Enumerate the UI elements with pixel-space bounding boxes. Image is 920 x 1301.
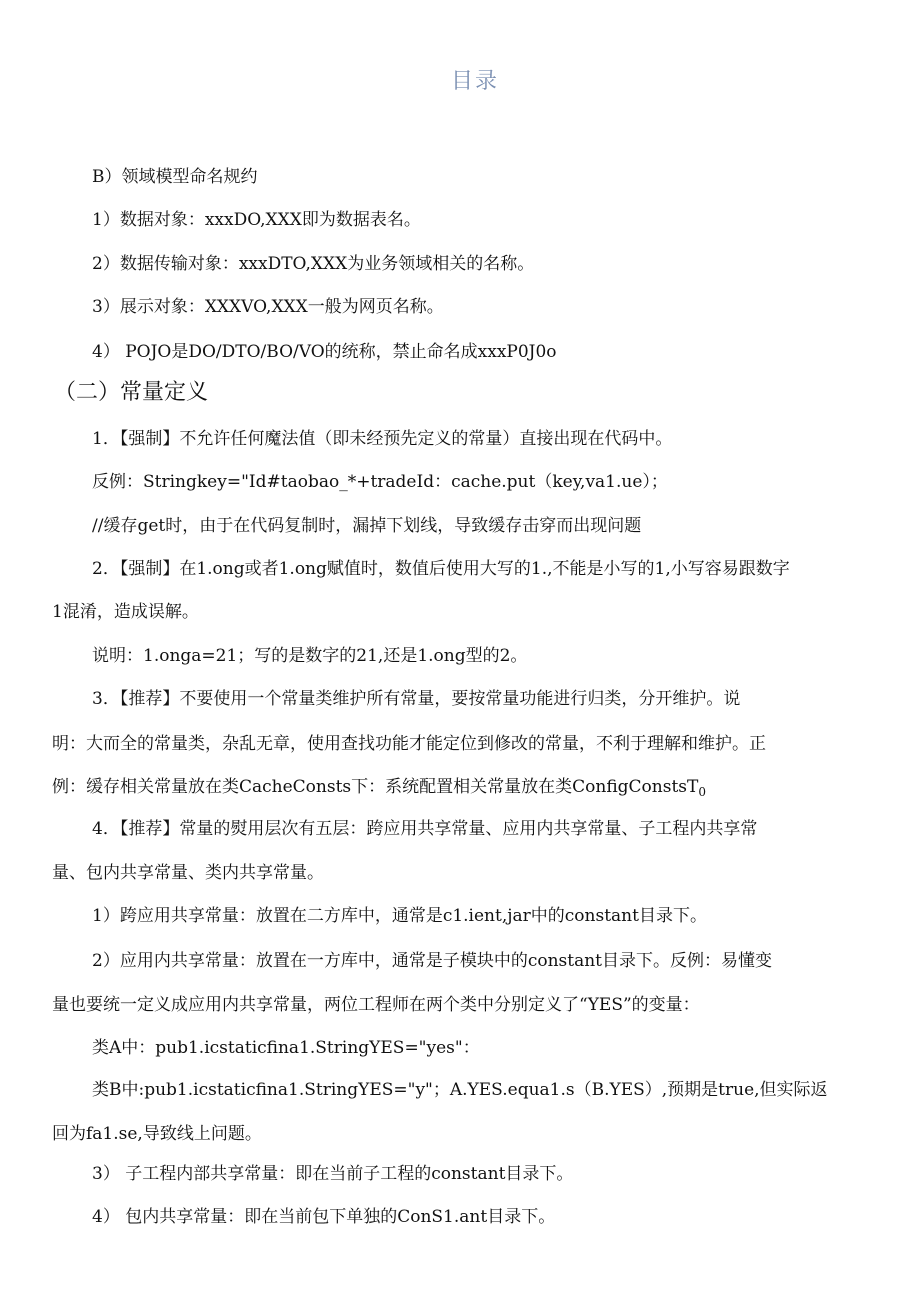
rule-4-class-b-example-line-2: 回为fa1.se,导致线上问题。 [52,1124,262,1144]
rule-2-text-line-1: 2．【强制】在1.ong或者1.ong赋值时，数值后使用大写的1.,不能是小写的1,小写容易跟数字 [92,559,790,579]
rule-4-item-3: 3） 子工程内部共享常量：即在当前子工程的constant目录下。 [92,1164,574,1184]
list-item-dto: 2）数据传输对象：xxxDTO,XXX为业务领域相关的名称。 [92,254,535,274]
rule-4-text-line-1: 4．【推荐】常量的熨用层次有五层：跨应用共享常量、应用内共享常量、子工程内共享常 [92,819,758,839]
rule-1-counter-example: 反例：Stringkey="Id#taobao_*+tradeId：cache.put（key,va1.ue）； [92,472,668,492]
section-b-heading: B）领域模型命名规约 [92,167,258,187]
rule-4-item-2-line-1: 2）应用内共享常量：放置在一方库中，通常是子模块中的constant目录下。反例：易懂变 [92,951,772,971]
rule-1-text: 1．【强制】不允许任何魔法值（即未经预先定义的常量）直接出现在代码中。 [92,429,673,449]
list-item-vo: 3）展示对象：XXXVO,XXX一般为网页名称。 [92,297,444,317]
rule-4-text-line-2: 量、包内共享常量、类内共享常量。 [52,863,324,883]
rule-4-class-a-example: 类A中：pub1.icstaticfina1.StringYES="yes"： [92,1038,480,1058]
rule-3-text-line-2: 明：大而全的常量类，杂乱无章，使用查找功能才能定位到修改的常量，不利于理解和维护。正 [52,734,766,754]
rule-3-subscript: 0 [698,785,707,799]
rule-4-item-4: 4） 包内共享常量：即在当前包下单独的ConS1.ant目录下。 [92,1207,556,1227]
rule-2-explanation: 说明：1.onga=21；写的是数字的21,还是1.ong型的2。 [92,646,528,666]
rule-4-item-2-line-2: 量也要统一定义成应用内共享常量，两位工程师在两个类中分别定义了“YES”的变量： [52,995,700,1015]
rule-2-text-line-2: 1混淆，造成误解。 [52,602,199,622]
section-heading-constants: （二）常量定义 [54,380,209,405]
rule-3-text-line-3 [52,774,706,805]
rule-4-item-1: 1）跨应用共享常量：放置在二方库中，通常是c1.ient,jar中的constant目录下。 [92,906,707,926]
list-item-data-object: 1）数据对象：xxxDO,XXX即为数据表名。 [92,210,421,230]
rule-3-text-line-1: 3．【推荐】不要使用一个常量类维护所有常量，要按常量功能进行归类，分开维护。说 [92,689,741,709]
rule-3-text-line-3-main: 例：缓存相关常量放在类CacheConsts下：系统配置相关常量放在类ConfigConstsT [52,777,699,797]
page-title: 目录 [450,69,499,94]
rule-1-comment: //缓存get时，由于在代码复制时，漏掉下划线，导致缓存击穿而出现问题 [92,516,642,536]
rule-4-class-b-example-line-1: 类B中:pub1.icstaticfina1.StringYES="y"；A.YES.equa1.s（B.YES）,预期是true,但实际返 [92,1080,828,1100]
list-item-pojo: 4） POJO是DO/DTO/BO/VO的统称，禁止命名成xxxP0J0o [92,342,557,362]
